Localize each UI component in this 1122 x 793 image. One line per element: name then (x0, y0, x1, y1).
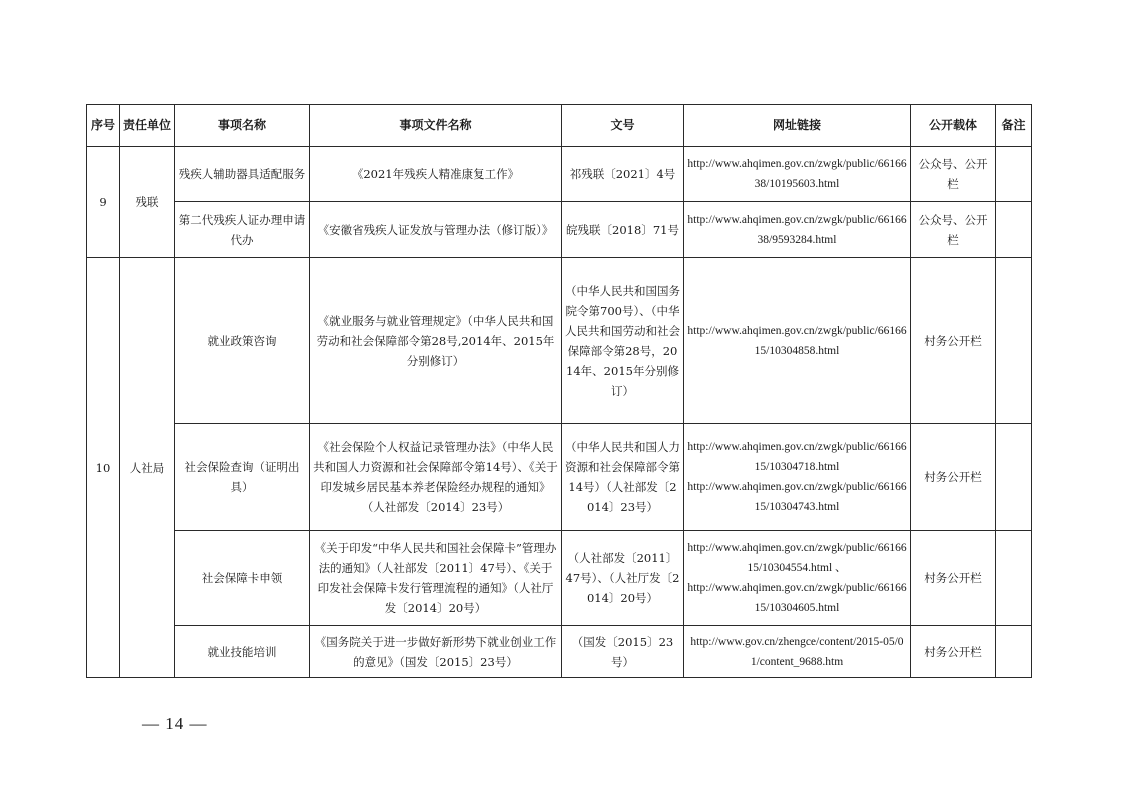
seq-cell: 10 (87, 258, 120, 678)
note-cell (996, 531, 1032, 626)
header-item: 事项名称 (175, 105, 310, 147)
url-link[interactable]: http://www.ahqimen.gov.cn/zwgk/public/6616615/10304718.html (687, 441, 907, 473)
header-row (87, 105, 1032, 147)
carrier-cell: 村务公开栏 (911, 531, 996, 626)
file-cell: 《社会保险个人权益记录管理办法》（中华人民共和国人力资源和社会保障部令第14号）、《关于印发城乡居民基本养老保险经办规程的通知》（人社部发〔2014〕23号） (310, 424, 562, 531)
file-cell: 《安徽省残疾人证发放与管理办法（修订版）》 (310, 202, 562, 258)
header-carrier: 公开载体 (911, 105, 996, 147)
url-link[interactable]: http://www.ahqimen.gov.cn/zwgk/public/6616615/10304743.html (687, 481, 907, 513)
carrier-cell: 村务公开栏 (911, 424, 996, 531)
item-cell: 第二代残疾人证办理申请代办 (175, 202, 310, 258)
carrier-cell: 公众号、公开栏 (911, 202, 996, 258)
file-cell: 《就业服务与就业管理规定》（中华人民共和国劳动和社会保障部令第28号,2014年、2015年分别修订） (310, 258, 562, 424)
table-row (87, 424, 1032, 531)
url-cell (684, 626, 911, 678)
carrier-cell: 村务公开栏 (911, 626, 996, 678)
table-row (87, 202, 1032, 258)
note-cell (996, 202, 1032, 258)
item-cell: 社会保险查询（证明出具） (175, 424, 310, 531)
note-cell (996, 424, 1032, 531)
table-row (87, 147, 1032, 202)
url-cell (684, 258, 911, 424)
carrier-cell: 村务公开栏 (911, 258, 996, 424)
docno-cell: （中华人民共和国人力资源和社会保障部令第14号）（人社部发〔2014〕23号） (562, 424, 684, 531)
file-cell: 《关于印发“中华人民共和国社会保障卡”管理办法的通知》（人社部发〔2011〕47号）、《关于印发社会保障卡发行管理流程的通知》（人社厅发〔2014〕20号） (310, 531, 562, 626)
unit-cell: 残联 (120, 147, 175, 258)
service-items-table (86, 104, 1032, 678)
header-note: 备注 (996, 105, 1032, 147)
url-cell (684, 531, 911, 626)
docno-cell: （中华人民共和国国务院令第700号）、（中华人民共和国劳动和社会保障部令第28号，2014年、2015年分别修订） (562, 258, 684, 424)
note-cell (996, 147, 1032, 202)
docno-cell: （人社部发〔2011〕47号）、（人社厅发〔2014〕20号） (562, 531, 684, 626)
page-number: — 14 — (142, 714, 208, 733)
item-cell: 社会保障卡申领 (175, 531, 310, 626)
table-row (87, 626, 1032, 678)
item-cell: 残疾人辅助器具适配服务 (175, 147, 310, 202)
url-link[interactable]: http://www.ahqimen.gov.cn/zwgk/public/6616638/10195603.html (687, 158, 907, 190)
url-link[interactable]: http://www.ahqimen.gov.cn/zwgk/public/6616615/10304554.html 、 (687, 542, 907, 574)
url-link[interactable]: http://www.ahqimen.gov.cn/zwgk/public/6616638/9593284.html (687, 213, 907, 246)
docno-cell: （国发〔2015〕23号） (562, 626, 684, 678)
table-row (87, 258, 1032, 424)
header-url: 网址链接 (684, 105, 911, 147)
table-row (87, 531, 1032, 626)
header-unit: 责任单位 (120, 105, 175, 147)
url-link[interactable]: http://www.ahqimen.gov.cn/zwgk/public/6616615/10304605.html (687, 582, 907, 614)
file-cell: 《2021年残疾人精准康复工作》 (310, 147, 562, 202)
docno-cell: 皖残联〔2018〕71号 (562, 202, 684, 258)
unit-cell: 人社局 (120, 258, 175, 678)
url-link[interactable]: http://www.gov.cn/zhengce/content/2015-05/01/content_9688.htm (690, 635, 904, 668)
url-cell (684, 424, 911, 531)
item-cell: 就业政策咨询 (175, 258, 310, 424)
seq-cell: 9 (87, 147, 120, 258)
url-cell (684, 202, 911, 258)
header-file: 事项文件名称 (310, 105, 562, 147)
header-seq: 序号 (87, 105, 120, 147)
file-cell: 《国务院关于进一步做好新形势下就业创业工作的意见》（国发〔2015〕23号） (310, 626, 562, 678)
note-cell (996, 626, 1032, 678)
url-cell (684, 147, 911, 202)
url-link[interactable]: http://www.ahqimen.gov.cn/zwgk/public/6616615/10304858.html (687, 324, 907, 357)
item-cell: 就业技能培训 (175, 626, 310, 678)
carrier-cell: 公众号、公开栏 (911, 147, 996, 202)
note-cell (996, 258, 1032, 424)
header-docno: 文号 (562, 105, 684, 147)
docno-cell: 祁残联〔2021〕4号 (562, 147, 684, 202)
